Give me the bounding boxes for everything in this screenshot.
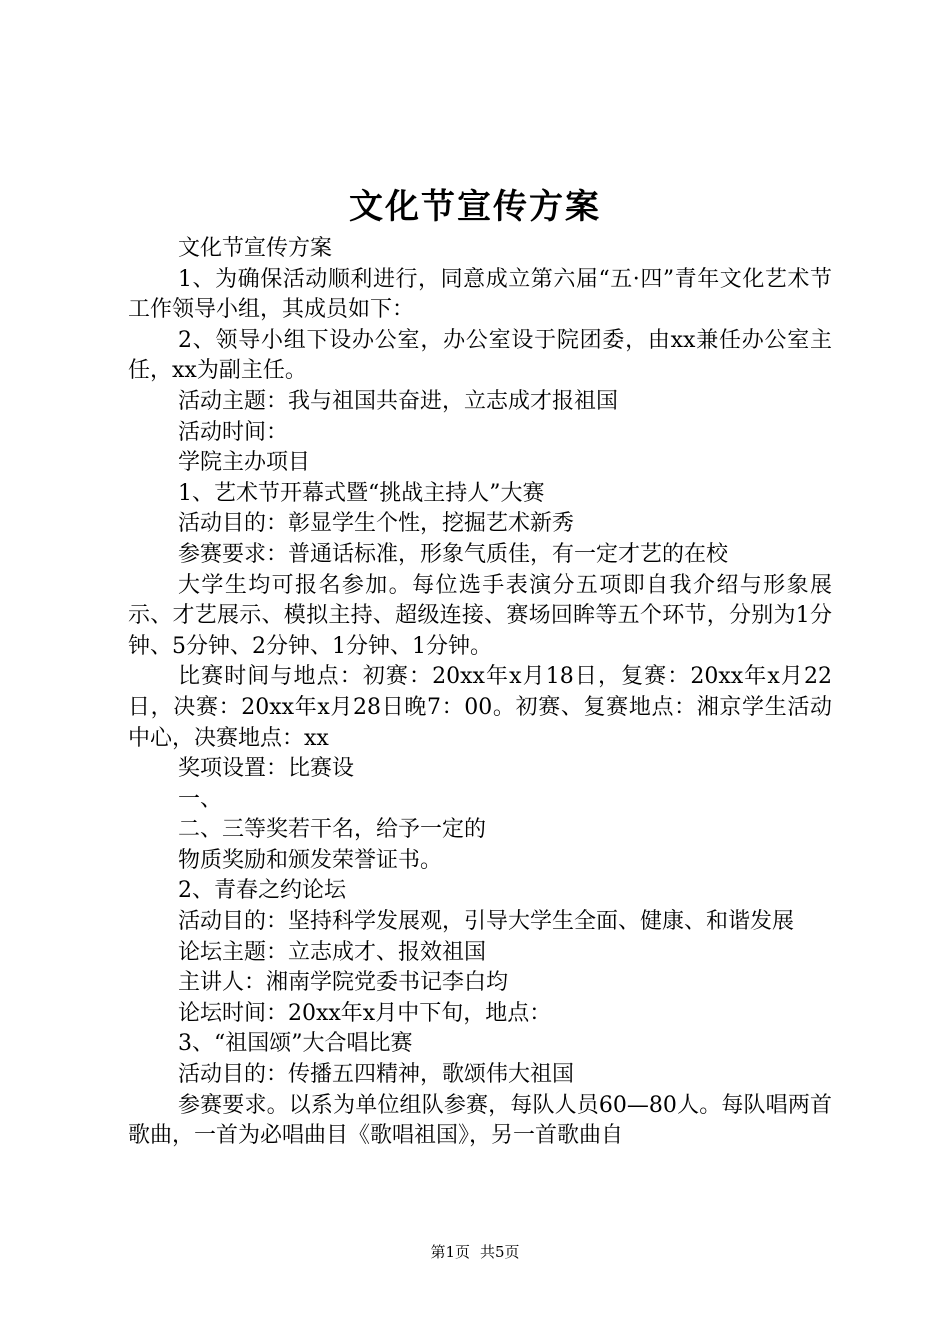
paragraph: 活动目的：彰显学生个性，挖掘艺术新秀 <box>178 511 575 537</box>
paragraph: 参赛要求。以系为单位组队参赛，每队人员60—80人。每队唱两首歌曲，一首为必唱曲目《歌唱祖国》，另一首歌曲自 <box>128 1092 832 1149</box>
paragraph: 活动时间： <box>178 419 289 445</box>
paragraph: 奖项设置：比赛设 <box>178 756 355 782</box>
paragraph: 活动目的：传播五四精神，歌颂伟大祖国 <box>178 1062 575 1088</box>
paragraph: 大学生均可报名参加。每位选手表演分五项即自我介绍与形象展示、才艺展示、模拟主持、超级连接、赛场回眸等五个环节，分别为1分钟、5分钟、2分钟、1分钟、1分钟。 <box>128 572 832 659</box>
paragraph: 一、 <box>178 786 223 812</box>
paragraph: 参赛要求：普通话标准，形象气质佳，有一定才艺的在校 <box>178 541 729 567</box>
paragraph: 活动主题：我与祖国共奋进，立志成才报祖国 <box>178 388 619 414</box>
paragraph: 物质奖励和颁发荣誉证书。 <box>178 847 443 873</box>
paragraph: 文化节宣传方案 <box>178 236 333 261</box>
paragraph: 1、为确保活动顺利进行，同意成立第六届“五·四”青年文化艺术节工作领导小组，其成员如下： <box>128 266 832 323</box>
paragraph: 活动目的：坚持科学发展观，引导大学生全面、健康、和谐发展 <box>178 909 795 935</box>
document-title: 文化节宣传方案 <box>349 187 601 227</box>
document-body <box>128 234 832 1152</box>
paragraph: 1、艺术节开幕式暨“挑战主持人”大赛 <box>178 480 545 506</box>
paragraph: 二、三等奖若干名，给予一定的 <box>178 817 487 843</box>
paragraph: 3、“祖国颂”大合唱比赛 <box>178 1031 413 1057</box>
page-footer <box>0 1240 950 1264</box>
paragraph: 2、青春之约论坛 <box>178 878 346 904</box>
paragraph: 论坛主题：立志成才、报效祖国 <box>178 939 487 965</box>
paragraph: 2、领导小组下设办公室，办公室设于院团委，由xx兼任办公室主任，xx为副主任。 <box>128 327 832 384</box>
paragraph: 论坛时间：20xx年x月中下旬，地点： <box>178 1000 552 1026</box>
page-total: 共5页 <box>480 1243 520 1261</box>
paragraph: 主讲人：湘南学院党委书记李白均 <box>178 970 509 996</box>
paragraph: 比赛时间与地点：初赛：20xx年x月18日，复赛：20xx年x月22日，决赛：20xx年x月28日晚7：00。初赛、复赛地点：湘京学生活动中心，决赛地点：xx <box>128 664 832 751</box>
paragraph: 学院主办项目 <box>178 450 311 476</box>
page-number: 第1页 <box>430 1243 470 1261</box>
